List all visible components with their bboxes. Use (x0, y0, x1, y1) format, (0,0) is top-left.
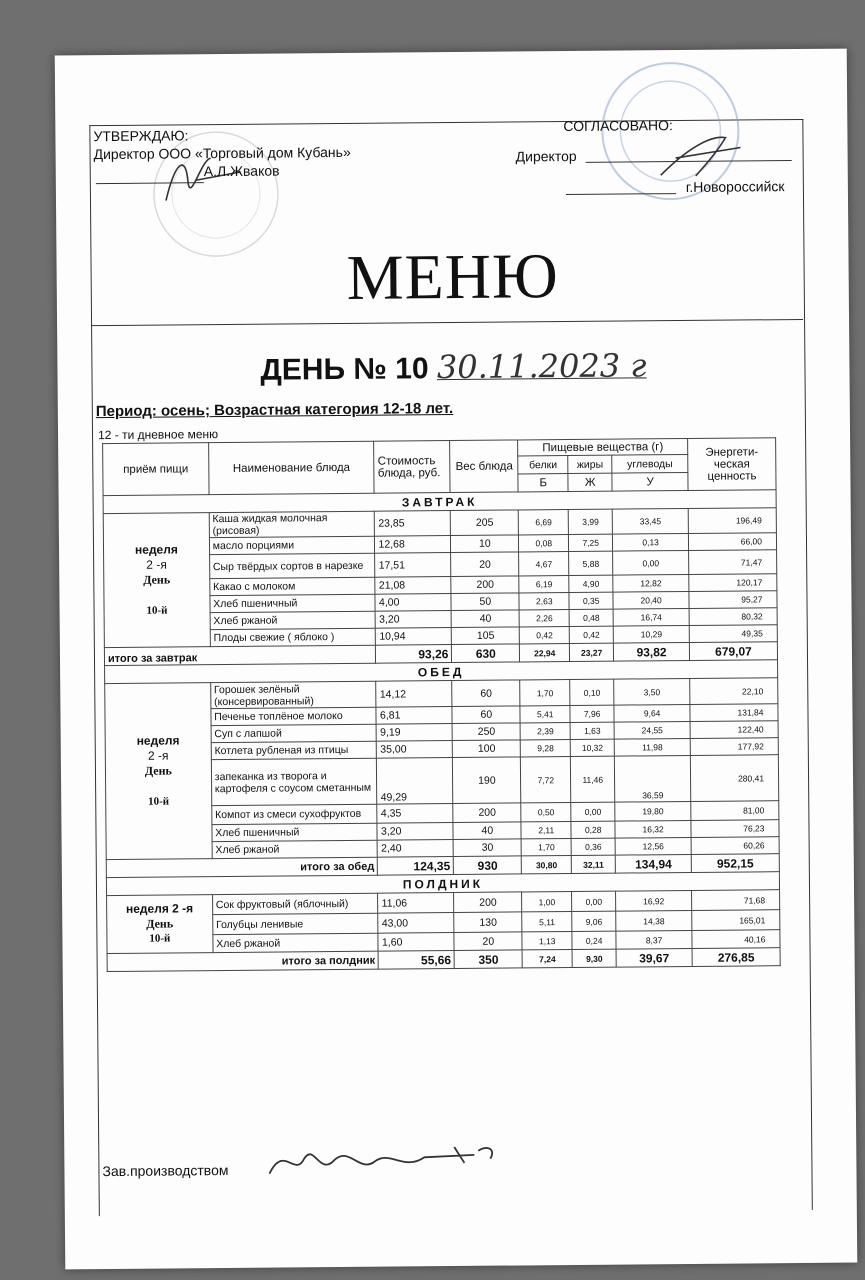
dish-proteins: 2,11 (521, 822, 571, 839)
total-value: 124,35 (378, 857, 454, 876)
dish-carbs: 24,55 (614, 721, 690, 739)
dish-proteins: 5,41 (520, 706, 570, 723)
dish-weight: 130 (454, 912, 522, 933)
dish-carbs: 36,59 (615, 755, 691, 802)
col-proteins: белки (518, 456, 568, 474)
dish-name: масло порциями (209, 536, 375, 554)
dish-proteins: 2,39 (520, 723, 570, 740)
dish-cost: 3,20 (376, 611, 452, 629)
meal-week: неделя (136, 732, 180, 748)
dish-fats: 11,46 (571, 756, 615, 802)
dish-proteins: 0,08 (519, 535, 569, 552)
dish-fats: 7,25 (569, 534, 613, 551)
dish-cost: 6,81 (376, 707, 452, 725)
total-value: 134,94 (615, 854, 691, 873)
dish-proteins: 7,72 (521, 757, 571, 803)
menu-sheet (55, 49, 858, 1270)
dish-energy: 131,84 (690, 704, 778, 722)
dish-name: Голубцы ленивые (212, 913, 378, 934)
dish-name: Плоды свежие ( яблоко ) (210, 628, 376, 646)
dish-carbs: 16,74 (613, 608, 689, 626)
dish-carbs: 20,40 (613, 591, 689, 609)
dish-fats: 4,90 (569, 575, 613, 592)
total-value: 276,85 (692, 948, 780, 967)
dish-proteins: 1,13 (522, 931, 572, 949)
meal-day-no: 10-й (148, 795, 170, 808)
dish-cost: 43,00 (378, 913, 454, 934)
dish-proteins: 4,67 (519, 552, 569, 576)
dish-energy: 71,68 (692, 890, 780, 911)
dish-fats: 7,96 (570, 705, 614, 722)
dish-weight: 10 (451, 535, 519, 553)
total-value: 9,30 (572, 949, 616, 967)
dish-carbs: 12,56 (615, 837, 691, 855)
dish-weight: 100 (453, 740, 521, 758)
dish-weight: 40 (453, 822, 521, 840)
dish-energy: 80,32 (689, 608, 777, 626)
dish-fats: 1,63 (570, 722, 614, 739)
dish-fats: 0,00 (571, 802, 615, 821)
dish-energy: 66,00 (688, 533, 776, 551)
dish-weight: 20 (451, 552, 519, 577)
approve-heading: УТВЕРЖДАЮ: (93, 127, 189, 145)
total-value: 7,24 (522, 949, 572, 967)
section-title: ОБЕД (105, 660, 778, 684)
dish-cost: 4,35 (377, 804, 453, 824)
dish-weight: 20 (454, 932, 522, 951)
dish-proteins: 0,50 (521, 803, 571, 822)
total-value: 679,07 (689, 642, 777, 661)
agree-signature-icon (655, 129, 745, 180)
day-heading (57, 345, 849, 390)
total-value: 930 (454, 856, 522, 875)
dish-name: Хлеб пшеничный (212, 823, 378, 841)
dish-fats: 0,35 (569, 592, 613, 609)
dish-name: Горошек зелёный (консервированный) (210, 681, 376, 708)
dish-fats: 0,10 (570, 679, 614, 705)
approve-block (93, 125, 351, 181)
dish-cost: 49,29 (377, 758, 453, 805)
dish-proteins: 1,00 (522, 891, 572, 911)
dish-weight: 200 (453, 803, 521, 823)
meal-week: неделя 2 -я (125, 901, 194, 916)
meal-cell (103, 513, 210, 648)
day-number: ДЕНЬ № 10 (260, 352, 429, 387)
col-b: Б (518, 474, 568, 492)
dish-carbs: 16,32 (615, 820, 691, 838)
dish-name: Компот из смеси сухофруктов (212, 804, 378, 824)
col-weight: Вес блюда (450, 440, 518, 493)
dish-carbs: 3,50 (614, 678, 690, 705)
col-fats: жиры (568, 455, 612, 473)
dish-cost: 21,08 (375, 577, 451, 595)
dish-cost: 23,85 (375, 511, 451, 537)
total-value: 39,67 (616, 948, 692, 967)
dish-energy: 22,10 (690, 678, 778, 705)
dish-fats: 0,48 (569, 609, 613, 626)
dish-weight: 40 (451, 610, 519, 628)
dish-weight: 190 (453, 757, 521, 804)
dish-fats: 0,28 (571, 821, 615, 838)
dish-fats: 9,06 (572, 911, 616, 931)
col-u: У (612, 472, 688, 491)
meal-day-no: 10-й (149, 932, 171, 945)
total-label: итого за обед (106, 857, 378, 877)
dish-weight: 60 (452, 706, 520, 724)
meal-cell (105, 683, 212, 860)
col-meal: приём пищи (103, 443, 209, 496)
dish-cost: 3,20 (377, 823, 453, 841)
col-carbs: углеводы (612, 454, 688, 473)
dish-name: Хлеб ржаной (213, 933, 379, 952)
menu-cycle-label: 12 - ти дневное меню (97, 427, 219, 443)
total-value: 952,15 (691, 854, 779, 873)
dish-carbs: 0,00 (613, 550, 689, 575)
meal-week-no: 2 -я (147, 748, 169, 763)
dish-weight: 200 (454, 892, 522, 913)
total-value: 55,66 (379, 951, 455, 970)
dish-proteins: 2,26 (519, 610, 569, 627)
page-title: МЕНЮ (346, 240, 559, 313)
total-value: 93,26 (376, 645, 452, 664)
dish-cost: 12,68 (375, 536, 451, 554)
dish-proteins: 6,69 (518, 510, 568, 535)
dish-fats: 3,99 (568, 509, 612, 534)
production-manager-signature-icon (264, 1137, 514, 1189)
dish-fats: 0,42 (569, 626, 613, 643)
dish-carbs: 8,37 (616, 930, 692, 949)
meal-day: День (143, 571, 171, 587)
dish-carbs: 16,92 (616, 890, 692, 911)
dish-energy: 40,16 (692, 930, 780, 949)
dish-name: Сок фруктовый (яблочный) (212, 893, 378, 914)
dish-cost: 2,40 (378, 840, 454, 858)
col-zh: Ж (568, 473, 612, 491)
dish-weight: 205 (451, 510, 519, 536)
dish-fats: 0,24 (572, 931, 616, 949)
dish-fats: 0,00 (572, 891, 616, 911)
col-cost: Стоимость блюда, руб. (374, 441, 450, 494)
dish-energy: 76,23 (691, 820, 779, 838)
production-manager-label: Зав.производством (102, 1162, 229, 1180)
dish-proteins: 1,70 (521, 839, 571, 856)
total-value: 630 (452, 644, 520, 663)
col-nutrients: Пищевые вещества (г) (518, 438, 688, 455)
dish-carbs: 11,98 (614, 738, 690, 756)
agree-position: Директор (515, 147, 577, 165)
meal-week: неделя (134, 541, 178, 557)
dish-energy: 120,17 (689, 574, 777, 592)
dish-proteins: 1,70 (520, 680, 570, 706)
section-title: ПОЛДНИК (106, 872, 779, 896)
dish-energy: 280,41 (690, 755, 778, 802)
dish-weight: 105 (452, 627, 520, 645)
col-name: Наименование блюда (208, 441, 374, 494)
total-label: итого за завтрак (104, 645, 376, 665)
section-title: ЗАВТРАК (103, 490, 776, 514)
dish-carbs: 33,45 (612, 508, 688, 534)
dish-energy: 165,01 (692, 910, 780, 931)
dish-name: Сыр твёрдых сортов в нарезке (209, 553, 375, 578)
dish-name: Хлеб ржаной (210, 611, 376, 629)
dish-weight: 50 (451, 593, 519, 611)
dish-name: запеканка из творога и картофеля с соусом сметанным (211, 758, 377, 805)
total-label: итого за полдник (107, 951, 379, 971)
meal-day-no: 10-й (146, 604, 168, 617)
dish-cost: 10,94 (376, 628, 452, 646)
total-value: 93,82 (614, 642, 690, 661)
col-energy: Энергети-ческая ценность (688, 438, 776, 491)
period-line: Период: осень; Возрастная категория 12-18 лет. (95, 400, 454, 421)
dish-cost: 9,19 (377, 724, 453, 742)
dish-fats: 0,36 (571, 838, 615, 855)
dish-proteins: 0,42 (520, 627, 570, 644)
dish-name: Котлета рубленая из птицы (211, 741, 377, 759)
dish-cost: 17,51 (375, 553, 451, 578)
dish-energy: 60,26 (691, 837, 779, 855)
dish-energy: 49,35 (689, 625, 777, 643)
dish-cost: 1,60 (378, 933, 454, 952)
day-date: 30.11.2023 г (436, 346, 647, 387)
total-value: 32,11 (571, 855, 615, 873)
meal-cell (107, 895, 213, 954)
meal-day: День (144, 762, 172, 778)
dish-weight: 60 (452, 680, 520, 707)
menu-table (102, 437, 781, 972)
dish-name: Какао с молоком (210, 577, 376, 595)
dish-proteins: 9,28 (521, 740, 571, 757)
dish-fats: 5,88 (569, 551, 613, 575)
dish-weight: 250 (452, 723, 520, 741)
dish-name: Суп с лапшой (211, 724, 377, 742)
dish-carbs: 12,82 (613, 574, 689, 592)
dish-weight: 30 (453, 839, 521, 857)
dish-cost: 11,06 (378, 893, 454, 914)
approve-position: Директор ООО «Торговый дом Кубань» (93, 143, 351, 163)
dish-energy: 122,40 (690, 721, 778, 739)
meal-week-no: 2 -я (146, 557, 167, 572)
dish-energy: 196,49 (688, 508, 776, 534)
dish-name: Печенье топлёное молоко (211, 707, 377, 725)
dish-cost: 35,00 (377, 741, 453, 759)
dish-weight: 200 (451, 576, 519, 594)
dish-carbs: 19,80 (615, 801, 691, 821)
dish-energy: 95,27 (689, 591, 777, 609)
total-value: 22,94 (520, 644, 570, 662)
dish-proteins: 2,63 (519, 593, 569, 610)
total-value: 30,80 (522, 856, 572, 874)
total-value: 23,27 (570, 643, 614, 661)
dish-name: Хлеб пшеничный (210, 594, 376, 612)
agree-city: г.Новороссийск (685, 178, 785, 195)
dish-energy: 71,47 (689, 550, 777, 575)
total-value: 350 (454, 950, 522, 969)
dish-carbs: 0,13 (613, 533, 689, 551)
dish-name: Каша жидкая молочная (рисовая) (209, 511, 375, 537)
dish-carbs: 14,38 (616, 910, 692, 931)
meal-day: День (146, 916, 174, 931)
dish-carbs: 10,29 (613, 625, 689, 643)
dish-name: Хлеб ржаной (212, 840, 378, 858)
dish-carbs: 9,64 (614, 704, 690, 722)
dish-energy: 177,92 (690, 738, 778, 756)
dish-proteins: 6,19 (519, 576, 569, 593)
dish-cost: 4,00 (375, 594, 451, 612)
dish-fats: 10,32 (570, 739, 614, 756)
dish-energy: 81,00 (691, 801, 779, 821)
approve-person: А.Л.Жваков (203, 162, 280, 180)
agree-heading: СОГЛАСОВАНО: (563, 117, 673, 135)
dish-cost: 14,12 (376, 681, 452, 708)
dish-proteins: 5,11 (522, 911, 572, 931)
